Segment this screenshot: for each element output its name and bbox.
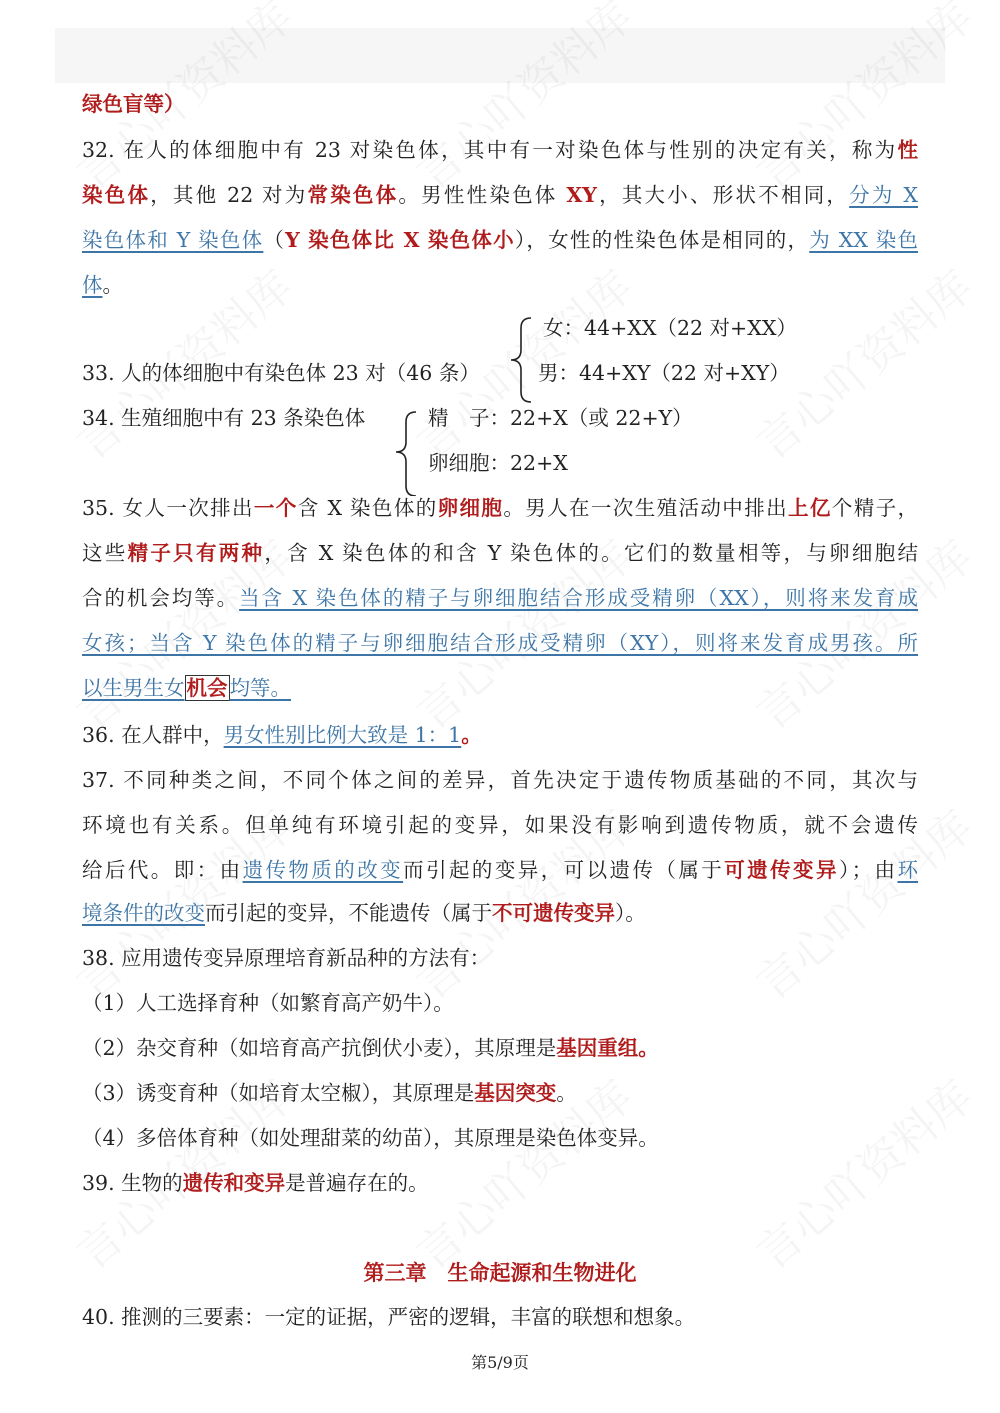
text-line xyxy=(82,538,918,568)
text-run: 40. 推测的三要素：一定的证据，严密的逻辑，丰富的联想和想象。 xyxy=(82,1305,696,1329)
text-run: 37. 不同种类之间，不同个体之间的差异，首先决定于遗传物质基础的不同，其次与 xyxy=(82,768,918,792)
text-run: 39. 生物的 xyxy=(82,1171,183,1195)
text-run: 合的机会均等。 xyxy=(82,586,240,610)
emphasis-text: XY xyxy=(566,183,597,207)
underlined-text: 以生男生女 xyxy=(82,676,185,700)
emphasis-text: 上亿 xyxy=(788,496,832,520)
brace-33 xyxy=(505,314,535,406)
text-run: 35. 女人一次排出 xyxy=(82,496,254,520)
underlined-text: 当含 X 染色体的精子与卵细胞结合形成受精卵（XX），则将来发育成 xyxy=(239,586,918,610)
text-line xyxy=(428,403,693,433)
text-run: 环境也有关系。但单纯有环境引起的变异，如果没有影响到遗传物质，就不会遗传 xyxy=(82,813,918,837)
chapter-heading: 第三章 生命起源和生物进化 xyxy=(363,1260,637,1285)
underlined-text: 男女性别比例大致是 1：1 xyxy=(223,723,462,747)
text-line xyxy=(82,1168,918,1198)
text-run: ，其大小、形状不相同， xyxy=(596,183,850,207)
text-line xyxy=(82,898,918,928)
text-line xyxy=(82,988,918,1018)
emphasis-text: 性 xyxy=(897,138,918,162)
page-number: 第5/9页 xyxy=(471,1353,529,1372)
text-line xyxy=(82,855,918,885)
text-run: 而引起的变异，可以遗传（属于 xyxy=(403,858,725,882)
text-run: （4）多倍体育种（如处理甜菜的幼苗），其原理是染色体变异。 xyxy=(82,1126,659,1150)
text-line xyxy=(82,720,918,750)
text-line xyxy=(82,89,918,119)
text-run: 个精子， xyxy=(831,496,919,520)
emphasis-text: 。 xyxy=(461,723,482,747)
text-line xyxy=(82,358,918,388)
text-line xyxy=(82,943,918,973)
text-run: 这些 xyxy=(82,541,128,565)
text-run: 。 xyxy=(102,273,123,297)
brace-34 xyxy=(390,408,420,496)
text-line xyxy=(82,1302,918,1332)
emphasis-text: 绿色盲等） xyxy=(82,92,185,116)
text-run: 。男性性染色体 xyxy=(398,183,567,207)
emphasis-text: 遗传和变异 xyxy=(182,1171,286,1195)
text-line xyxy=(82,1078,918,1108)
text-line xyxy=(82,673,918,703)
text-run: 卵细胞：22+X xyxy=(428,451,568,475)
text-line xyxy=(82,765,918,795)
text-run: ），女性的性染色体是相同的， xyxy=(514,228,810,252)
emphasis-text: Y 染色体比 X 染色体小 xyxy=(285,228,515,252)
underlined-text: 均等。 xyxy=(229,676,291,700)
underlined-text: 遗传物质的改变 xyxy=(242,858,404,882)
text-run: ，含 X 染色体的和含 Y 染色体的。它们的数量相等，与卵细胞结 xyxy=(264,541,919,565)
text-line xyxy=(82,180,918,210)
text-run: 给后代。即：由 xyxy=(82,858,243,882)
text-line xyxy=(543,313,797,343)
text-run: 。男人在一次生殖活动中排出 xyxy=(503,496,789,520)
text-run: （ xyxy=(263,228,286,252)
text-run: 38. 应用遗传变异原理培育新品种的方法有： xyxy=(82,946,491,970)
emphasis-text: 可遗传变异 xyxy=(724,858,839,882)
text-line xyxy=(82,1033,918,1063)
text-line xyxy=(82,583,918,613)
emphasis-text: 一个 xyxy=(253,496,298,520)
text-line xyxy=(82,1123,918,1153)
emphasis-text: 常染色体 xyxy=(307,183,399,207)
text-run: ，其他 22 对为 xyxy=(150,183,308,207)
text-run: 32. 在人的体细胞中有 23 对染色体，其中有一对染色体与性别的决定有关，称为 xyxy=(82,138,898,162)
text-run: （3）诱变育种（如培育太空椒），其原理是 xyxy=(82,1081,475,1105)
text-run: 36. 在人群中， xyxy=(82,723,224,747)
emphasis-text: 不可遗传变异 xyxy=(492,901,615,925)
boxed-text: 机会 xyxy=(186,676,228,700)
emphasis-text: 染色体 xyxy=(82,183,151,207)
emphasis-text: 基因突变 xyxy=(474,1081,557,1105)
text-run: （1）人工选择育种（如繁育高产奶牛）。 xyxy=(82,991,454,1015)
text-run: 而引起的变异，不能遗传（属于 xyxy=(205,901,492,925)
underlined-text: 染色体和 Y 染色体 xyxy=(82,228,264,252)
text-line xyxy=(82,810,918,840)
emphasis-text: 精子只有两种 xyxy=(127,541,265,565)
text-line xyxy=(428,448,568,478)
emphasis-text: 基因重组。 xyxy=(556,1036,659,1060)
text-run: ）。 xyxy=(615,901,646,925)
text-run: 女：44+XX（22 对+XX） xyxy=(543,316,797,340)
text-run: ）；由 xyxy=(838,858,898,882)
text-run: 33. 人的体细胞中有染色体 23 对（46 条） xyxy=(82,361,480,385)
text-run: 含 X 染色体的 xyxy=(297,496,438,520)
underlined-text: 为 XX 染色 xyxy=(809,228,919,252)
emphasis-text: 卵细胞 xyxy=(437,496,504,520)
text-run: 是普遍存在的。 xyxy=(285,1171,429,1195)
text-run: 精 子：22+X（或 22+Y） xyxy=(428,406,693,430)
text-run: 。 xyxy=(556,1081,577,1105)
text-run: （2）杂交育种（如培育高产抗倒伏小麦），其原理是 xyxy=(82,1036,557,1060)
header-band xyxy=(55,28,945,83)
underlined-text: 体 xyxy=(82,273,103,297)
text-run: 34. 生殖细胞中有 23 条染色体 xyxy=(82,406,366,430)
text-line xyxy=(538,358,790,388)
text-run: 男：44+XY（22 对+XY） xyxy=(538,361,790,385)
underlined-text: 环 xyxy=(897,858,918,882)
text-line xyxy=(82,493,918,523)
text-line xyxy=(82,270,918,300)
underlined-text: 境条件的改变 xyxy=(82,901,205,925)
underlined-text: 女孩；当含 Y 染色体的精子与卵细胞结合形成受精卵（XY），则将来发育成男孩。所 xyxy=(82,631,918,655)
underlined-text: 分为 X xyxy=(849,183,918,207)
text-line xyxy=(82,135,918,165)
text-line xyxy=(82,628,918,658)
text-line xyxy=(82,225,918,255)
